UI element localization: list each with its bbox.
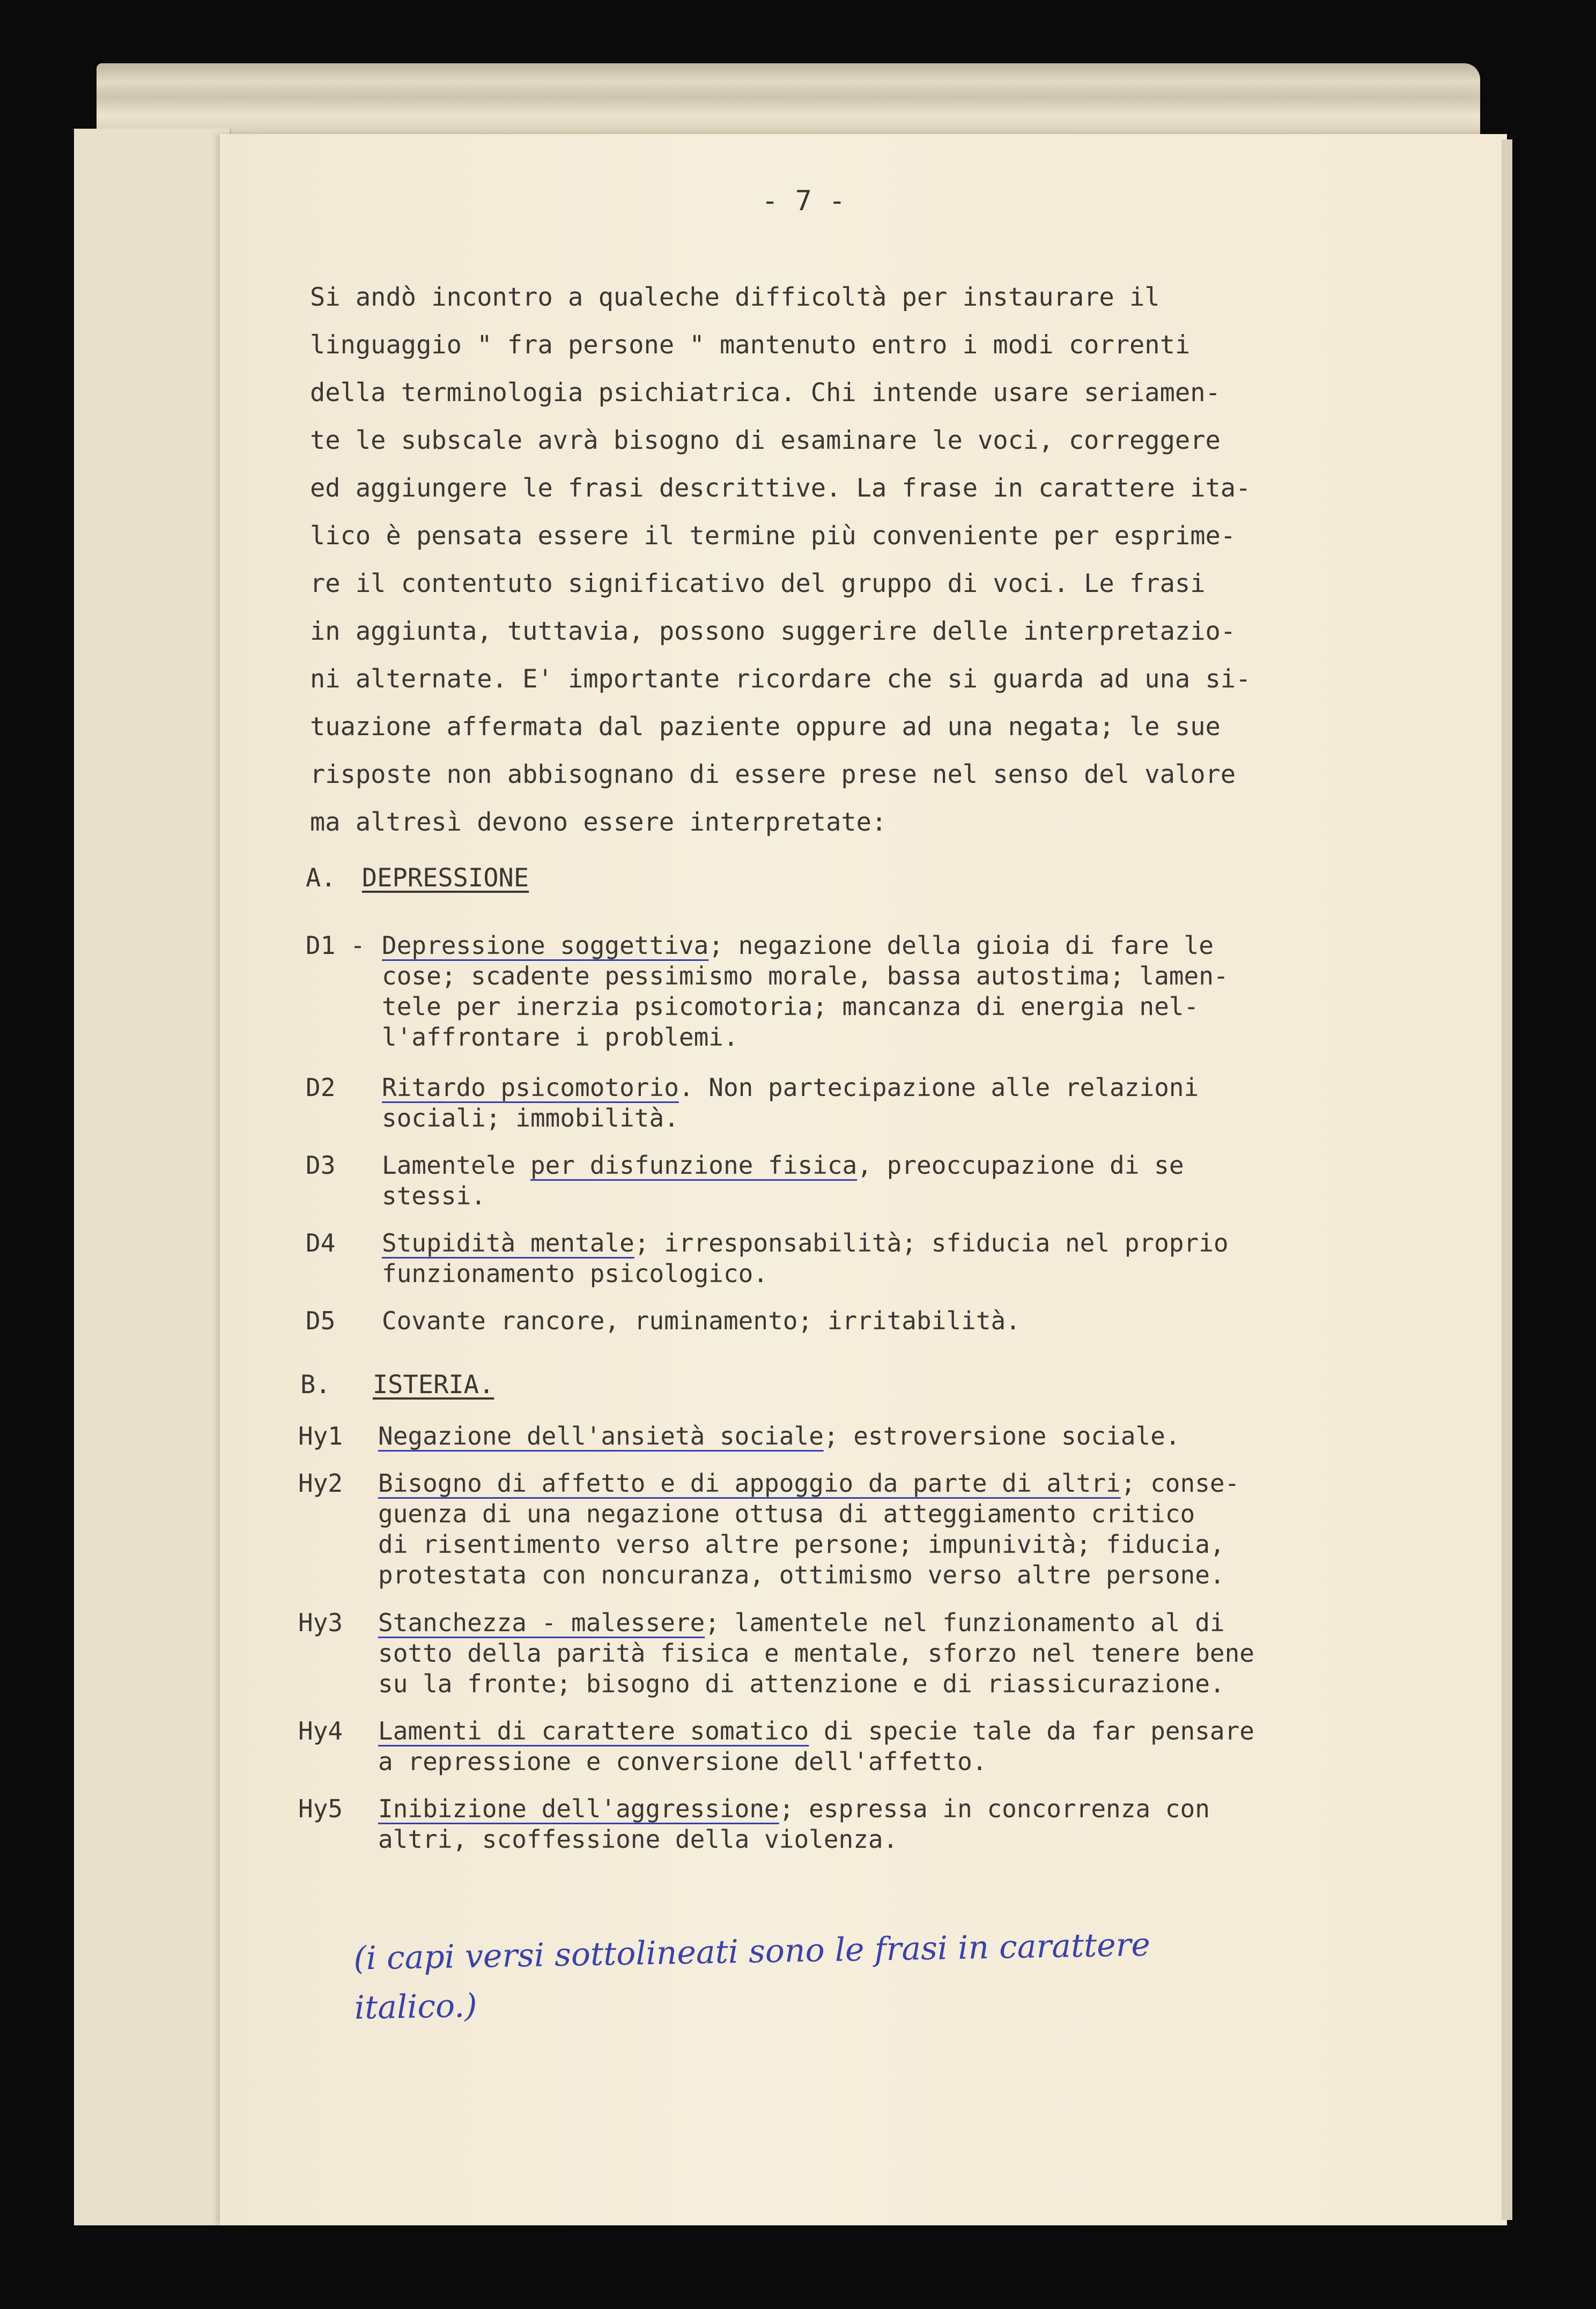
depression-item-body bbox=[382, 1306, 1021, 1336]
hysteria-item-body bbox=[378, 1716, 1254, 1777]
item-continuation-line: funzionamento psicologico. bbox=[382, 1259, 769, 1288]
underlying-page bbox=[74, 129, 231, 2225]
depression-item-code: D1 - bbox=[306, 931, 365, 960]
paragraph-line: in aggiunta, tuttavia, possono suggerire delle interpretazio- bbox=[310, 617, 1236, 646]
item-key-phrase: Stupidità mentale bbox=[382, 1228, 634, 1257]
item-continuation-line: cose; scadente pessimismo morale, bassa autostima; lamen- bbox=[382, 961, 1229, 990]
paragraph-line: linguaggio " fra persone " mantenuto entro i modi correnti bbox=[310, 330, 1191, 360]
item-continuation-line: su la fronte; bisogno di attenzione e di riassicurazione. bbox=[378, 1669, 1225, 1698]
item-key-phrase: Lamenti di carattere somatico bbox=[378, 1716, 809, 1745]
item-prefix-text: Lamentele bbox=[382, 1151, 530, 1180]
item-rest-text: ; lamentele nel funzionamento al di bbox=[705, 1608, 1225, 1637]
section-b-heading bbox=[300, 1370, 494, 1400]
hysteria-item-body bbox=[378, 1608, 1254, 1699]
item-rest-text: di specie tale da far pensare bbox=[809, 1716, 1254, 1745]
item-continuation-line: l'affrontare i problemi. bbox=[382, 1023, 738, 1052]
paragraph-line: Si andò incontro a qualeche difficoltà per instaurare il bbox=[310, 283, 1160, 312]
paragraph-line: ed aggiungere le frasi descrittive. La frase in carattere ita- bbox=[310, 473, 1251, 503]
hysteria-item-body bbox=[378, 1421, 1180, 1452]
depression-item-body bbox=[382, 1072, 1199, 1134]
item-key-phrase: Bisogno di affetto e di appoggio da parte di altri bbox=[378, 1469, 1121, 1498]
paragraph-line: risposte non abbisognano di essere prese nel senso del valore bbox=[310, 760, 1236, 789]
item-rest-text: ; espressa in concorrenza con bbox=[779, 1794, 1210, 1823]
intro-paragraph bbox=[310, 273, 1383, 846]
section-b-letter: B. bbox=[300, 1370, 331, 1400]
item-continuation-line: stessi. bbox=[382, 1181, 486, 1210]
note-line: italico.) bbox=[354, 1987, 478, 2027]
item-rest-text: ; conse- bbox=[1120, 1469, 1240, 1498]
depression-item-code: D4 bbox=[306, 1228, 336, 1257]
depression-item-body bbox=[382, 930, 1229, 1053]
paragraph-line: tuazione affermata dal paziente oppure ad una negata; le sue bbox=[310, 712, 1221, 742]
item-key-phrase: Negazione dell'ansietà sociale bbox=[378, 1422, 824, 1450]
item-continuation-line: guenza di una negazione ottusa di atteggiamento critico bbox=[378, 1499, 1195, 1528]
depression-item-body bbox=[382, 1228, 1229, 1289]
depression-item-body bbox=[382, 1150, 1184, 1211]
section-b-title: ISTERIA. bbox=[372, 1370, 494, 1400]
item-key-phrase: Inibizione dell'aggressione bbox=[378, 1794, 779, 1823]
note-line: (i capi versi sottolineati sono le frasi in carattere bbox=[353, 1926, 1151, 1978]
item-key-phrase: Depressione soggettiva bbox=[382, 931, 709, 960]
item-prefix-text: Covante rancore, ruminamento; irritabilità. bbox=[382, 1306, 1021, 1335]
item-rest-text: , preoccupazione di se bbox=[857, 1151, 1184, 1180]
hysteria-item-code: Hy1 bbox=[298, 1422, 343, 1450]
hysteria-item-code: Hy2 bbox=[298, 1469, 343, 1498]
depression-item-code: D3 bbox=[306, 1151, 336, 1180]
item-continuation-line: sociali; immobilità. bbox=[382, 1104, 679, 1133]
paragraph-line: ni alternate. E' importante ricordare che si guarda ad una si- bbox=[310, 664, 1251, 694]
paragraph-line: della terminologia psichiatrica. Chi intende usare seriamen- bbox=[310, 378, 1221, 408]
item-rest-text: . Non partecipazione alle relazioni bbox=[678, 1073, 1199, 1102]
paragraph-line: lico è pensata essere il termine più conveniente per esprime- bbox=[310, 521, 1236, 551]
paragraph-line: ma altresì devono essere interpretate: bbox=[310, 808, 887, 837]
item-continuation-line: sotto della parità fisica e mentale, sforzo nel tenere bene bbox=[378, 1639, 1254, 1668]
page-edge-shadow bbox=[1502, 139, 1512, 2220]
item-key-phrase: Stanchezza - malessere bbox=[378, 1608, 705, 1637]
paragraph-line: re il contentuto significativo del gruppo di voci. Le frasi bbox=[310, 569, 1206, 598]
item-rest-text: ; estroversione sociale. bbox=[823, 1422, 1180, 1450]
item-rest-text: ; irresponsabilità; sfiducia nel proprio bbox=[634, 1228, 1229, 1257]
section-a-title: DEPRESSIONE bbox=[361, 863, 529, 893]
depression-item-code: D5 bbox=[306, 1306, 336, 1335]
item-continuation-line: protestata con noncuranza, ottimismo verso altre persone. bbox=[378, 1560, 1225, 1589]
hysteria-item-code: Hy3 bbox=[298, 1608, 343, 1637]
item-continuation-line: a repressione e conversione dell'affetto. bbox=[378, 1747, 987, 1776]
hysteria-item-code: Hy4 bbox=[298, 1716, 343, 1745]
paragraph-line: te le subscale avrà bisogno di esaminare le voci, correggere bbox=[310, 426, 1221, 455]
item-key-phrase: per disfunzione fisica bbox=[530, 1151, 858, 1180]
section-a-heading bbox=[306, 863, 529, 893]
page-stack-edge bbox=[97, 63, 1480, 138]
item-key-phrase: Ritardo psicomotorio bbox=[382, 1073, 679, 1102]
item-continuation-line: altri, scoffessione della violenza. bbox=[378, 1825, 898, 1854]
hysteria-item-body bbox=[378, 1468, 1239, 1590]
item-continuation-line: tele per inerzia psicomotoria; mancanza di energia nel- bbox=[382, 992, 1199, 1021]
hysteria-item-code: Hy5 bbox=[298, 1794, 343, 1823]
hysteria-item-body bbox=[378, 1794, 1210, 1855]
item-continuation-line: di risentimento verso altre persone; impunività; fiducia, bbox=[378, 1530, 1225, 1559]
item-rest-text: ; negazione della gioia di fare le bbox=[708, 931, 1214, 960]
page-number: - 7 - bbox=[762, 185, 846, 217]
section-a-letter: A. bbox=[306, 863, 336, 893]
depression-item-code: D2 bbox=[306, 1073, 336, 1102]
handwritten-note bbox=[353, 1916, 1374, 2032]
